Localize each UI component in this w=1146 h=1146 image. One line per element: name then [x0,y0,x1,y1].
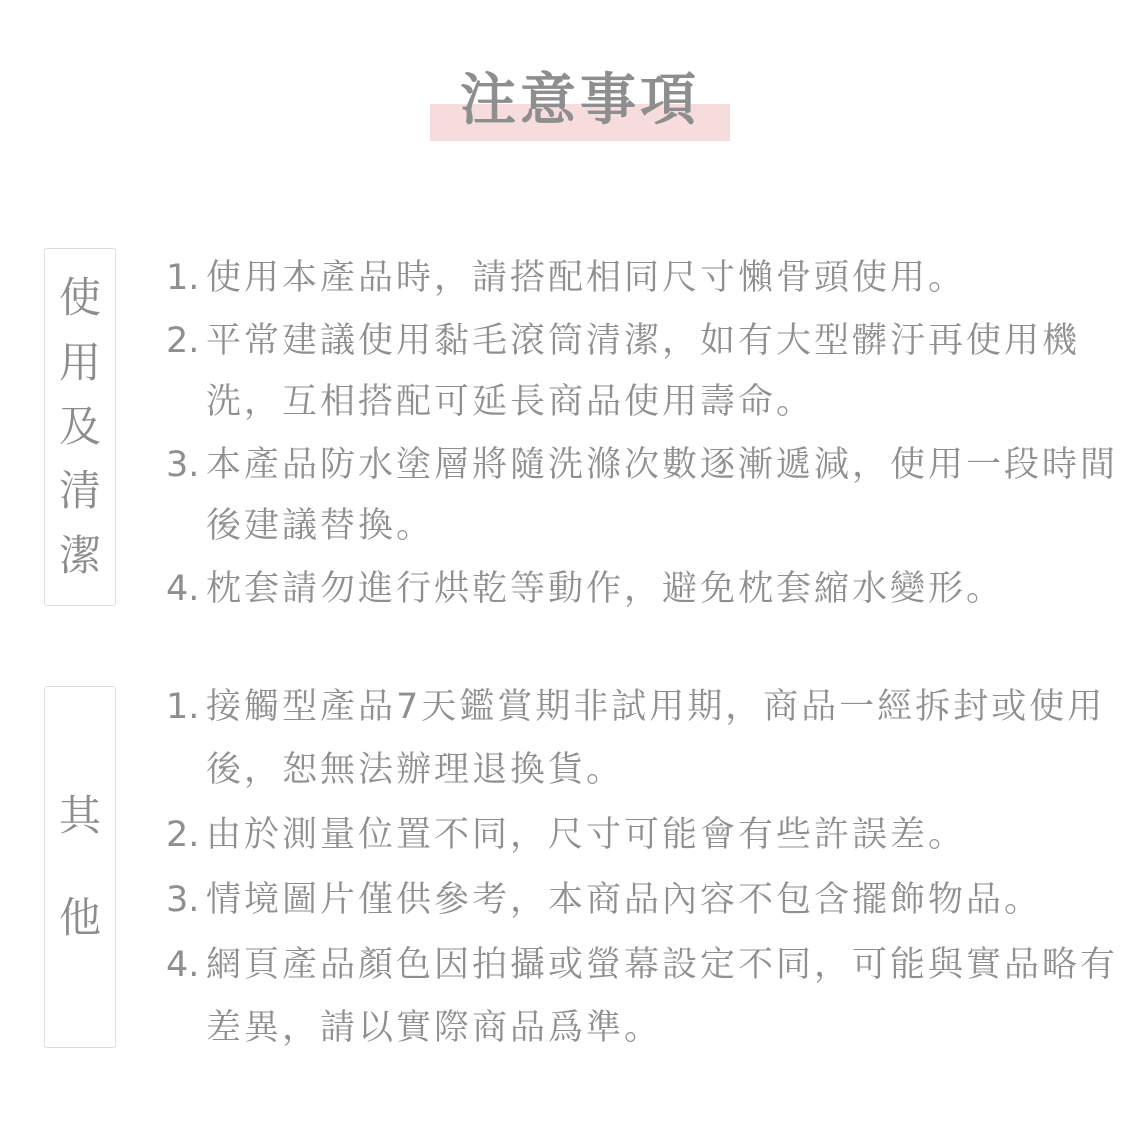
list-item [166,869,1126,932]
item-text: 本產品防水塗層將隨洗滌次數逐漸遞減，使用一段時間後建議替換。 [206,445,1119,546]
list-item [166,248,1126,309]
label-char: 其 [58,791,101,840]
item-text: 枕套請勿進行烘乾等動作，避免枕套縮水變形。 [206,569,1005,609]
other-notes-list [166,676,1126,1062]
list-item [166,435,1126,557]
item-number: 3. [166,880,200,920]
label-char: 及 [58,401,101,451]
list-item [166,311,1126,433]
label-char: 清 [58,466,101,516]
list-item [166,934,1126,1060]
item-number: 2. [166,321,200,361]
item-number: 4. [166,945,200,985]
usage-cleaning-list [166,248,1126,622]
item-text: 接觸型產品7天鑑賞期非試用期，商品一經拆封或使用後，恕無法辦理退換貨。 [206,687,1106,790]
item-text: 使用本產品時，請搭配相同尺寸懶骨頭使用。 [206,258,967,298]
item-text: 平常建議使用黏毛滾筒清潔，如有大型髒汙再使用機洗，互相搭配可延長商品使用壽命。 [206,321,1081,422]
label-char: 他 [58,893,101,942]
section-label-other [44,686,116,1048]
list-item [166,559,1126,620]
page-header [430,62,730,142]
list-item [166,676,1126,802]
list-item [166,804,1126,867]
item-text: 由於測量位置不同，尺寸可能會有些許誤差。 [206,815,967,855]
item-number: 4. [166,569,200,609]
label-char: 使 [58,273,101,323]
item-number: 1. [166,687,200,727]
item-text: 網頁產品顏色因拍攝或螢幕設定不同，可能與實品略有差異，請以實際商品爲準。 [206,945,1119,1048]
item-text: 情境圖片僅供參考，本商品內容不包含擺飾物品。 [206,880,1043,920]
section-label-usage-cleaning [44,248,116,606]
item-number: 2. [166,815,200,855]
item-number: 3. [166,445,200,485]
page-title: 注意事項 [460,68,700,133]
label-char: 潔 [58,530,101,580]
label-char: 用 [58,337,101,387]
item-number: 1. [166,258,200,298]
